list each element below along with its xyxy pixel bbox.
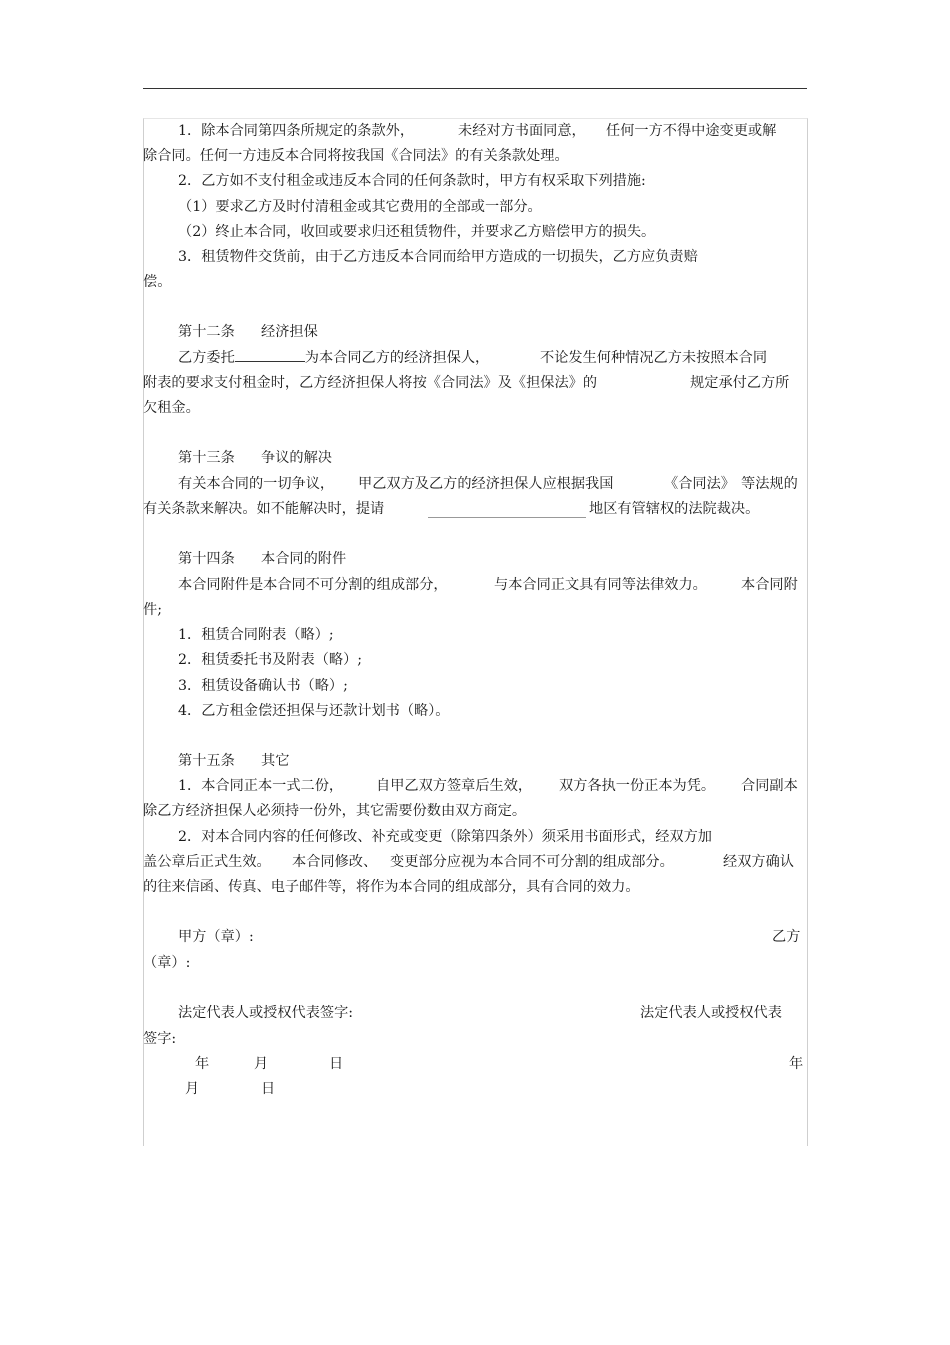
article-15-title: 其它: [261, 753, 290, 769]
article-15-item2-line1: 2．对本合同内容的任何修改、补充或变更（除第四条外）须采用书面形式，经双方加: [178, 829, 712, 845]
article-12-line1a: [178, 348, 489, 368]
article-14-item4: 4．乙方租金偿还担保与还款计划书（略）。: [178, 703, 450, 719]
article-12-line1c: 不论发生何种情况乙方未按照本合同: [540, 350, 768, 366]
party-b-date-day: 日: [261, 1081, 276, 1097]
party-a-representative-label: 法定代表人或授权代表签字:: [178, 1005, 354, 1021]
clause-11-item1-line1: [178, 121, 414, 141]
article-13-title: 争议的解决: [261, 450, 332, 466]
clause-11-item3-line1: 3．租赁物件交货前，由于乙方违反本合同而给甲方造成的一切损失，乙方应负责赔: [178, 249, 698, 265]
text: 1．除本合同第四条所规定的条款外，: [178, 123, 415, 139]
article-14-line2: 件;: [143, 602, 162, 618]
article-13-line1a: 有关本合同的一切争议，: [178, 476, 335, 492]
clause-11-item3-line2: 偿。: [143, 274, 172, 290]
article-12-line2b: 规定承付乙方所: [690, 375, 790, 391]
text: 未经对方书面同意，: [458, 123, 586, 139]
article-14-item1: 1．租赁合同附表（略）;: [178, 627, 334, 643]
article-14-title: 本合同的附件: [261, 551, 347, 567]
party-b-seal-label-part2: （章）:: [143, 955, 191, 971]
party-a-date-month: 月: [254, 1056, 269, 1072]
article-15-item1a: 1．本合同正本一式二份，: [178, 778, 344, 794]
clause-11-item2-sub2: （2）终止本合同，收回或要求归还租赁物件，并要求乙方赔偿甲方的损失。: [178, 224, 656, 240]
party-b-representative-label-part2: 签字:: [143, 1031, 177, 1047]
text: 任何一方不得中途变更或解: [606, 123, 777, 139]
article-13-line2b: 地区有管辖权的法院裁决。: [589, 501, 760, 517]
party-a-date-year: 年: [195, 1056, 210, 1072]
article-15-item1c: 双方各执一份正本为凭。: [559, 778, 716, 794]
article-14-item2: 2．租赁委托书及附表（略）;: [178, 652, 363, 668]
article-15-item2-line2c: 变更部分应视为本合同不可分割的组成部分。: [390, 854, 674, 870]
party-b-date-month: 月: [185, 1081, 200, 1097]
article-15-item2-line3: 的往来信函、传真、电子邮件等，将作为本合同的组成部分，具有合同的效力。: [143, 879, 640, 895]
article-13-line1c: 《合同法》: [664, 476, 735, 492]
party-b-date-year: 年: [789, 1056, 804, 1072]
party-a-date-day: 日: [329, 1056, 344, 1072]
article-12-line2a: 附表的要求支付租金时，乙方经济担保人将按《合同法》及《担保法》的: [143, 375, 598, 391]
clause-11-item2: 2．乙方如不支付租金或违反本合同的任何条款时，甲方有权采取下列措施:: [178, 173, 646, 189]
article-14-line1b: 与本合同正文具有同等法律效力。: [494, 577, 707, 593]
text: 为本合同乙方的经济担保人，: [304, 350, 490, 366]
article-14-item3: 3．租赁设备确认书（略）;: [178, 678, 348, 694]
party-a-seal-label: 甲方（章）:: [178, 929, 254, 945]
article-15-item2-line2b: 本合同修改、: [292, 854, 378, 870]
article-13-number: 第十三条: [178, 450, 235, 466]
article-12-title: 经济担保: [261, 324, 318, 340]
article-12-number: 第十二条: [178, 324, 235, 340]
article-12-line3: 欠租金。: [143, 400, 200, 416]
party-b-seal-label-part1: 乙方: [772, 929, 801, 945]
article-13-line1d: 等法规的: [741, 476, 798, 492]
court-region-blank: [428, 517, 586, 518]
article-15-number: 第十五条: [178, 753, 235, 769]
guarantor-blank: [235, 348, 305, 362]
text: 乙方委托: [178, 350, 235, 366]
article-15-item2-line2d: 经双方确认: [723, 854, 794, 870]
article-15-item1b: 自甲乙双方签章后生效，: [376, 778, 533, 794]
article-14-line1c: 本合同附: [741, 577, 798, 593]
article-13-line1b: 甲乙双方及乙方的经济担保人应根据我国: [358, 476, 614, 492]
clause-11-item1-line2: 除合同。任何一方违反本合同将按我国《合同法》的有关条款处理。: [143, 148, 569, 164]
article-15-item2-line2a: 盖公章后正式生效。: [143, 854, 271, 870]
clause-11-item2-sub1: （1）要求乙方及时付清租金或其它费用的全部或一部分。: [178, 199, 542, 215]
article-15-item1d: 合同副本: [741, 778, 798, 794]
article-14-number: 第十四条: [178, 551, 235, 567]
article-13-line2a: 有关条款来解决。如不能解决时，提请: [143, 501, 385, 517]
header-rule: [143, 88, 807, 89]
article-15-item1-line2: 除乙方经济担保人必须持一份外，其它需要份数由双方商定。: [143, 803, 527, 819]
article-14-line1a: 本合同附件是本合同不可分割的组成部分，: [178, 577, 448, 593]
party-b-representative-label-part1: 法定代表人或授权代表: [640, 1005, 782, 1021]
